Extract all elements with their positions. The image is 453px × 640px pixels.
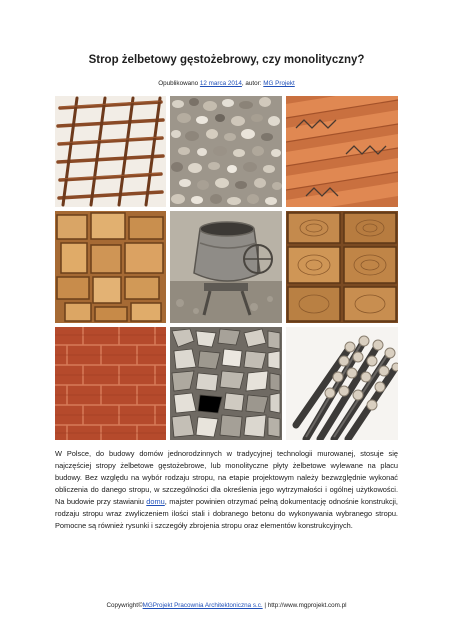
date-link[interactable]: 12 marca 2014 <box>199 80 242 87</box>
footer-prefix: Copywright© <box>106 602 143 609</box>
house-link[interactable]: domu <box>146 497 165 506</box>
article-meta <box>0 80 453 87</box>
body-text-part2: , majster powinien otrzymać pełną dokumentację odnośnie konstrukcji, rodzaju stropu wraz zwyliczeniem ilości stali i dobranego betonu do wykonywania wybranego stropu. Pomocne są również rysunki i szczegóły zbrojenia stropu oraz elementów konstrukcyjnych. <box>55 497 398 530</box>
body-text-part1: W Polsce, do budowy domów jednorodzinnych w tradycyjnej technologii murowanej, stosuje się najczęściej stropy żelbetowe gęstożebrowe, lub monolityczne płyty żelbetowe wylewane na placu budowy. Bez względu na wybór rodzaju stropu, na etapie projektowym należy bezwzględnie wykonać obliczenia do danego stropu, w szczególności dla określenia jego wytrzymałości i ogólnej użytkowości. Na budowie przy stawianiu <box>55 449 398 506</box>
article-body <box>55 448 398 532</box>
gravel-image <box>170 96 282 207</box>
ceramic-blocks-image <box>286 96 398 207</box>
author-link[interactable]: MG Projekt <box>263 80 295 87</box>
article-paragraph <box>55 448 398 532</box>
rebar-mesh-image <box>55 96 166 207</box>
concrete-mixer-image <box>170 211 282 323</box>
brick-wall-image <box>55 327 166 440</box>
crushed-stone-image <box>170 327 282 440</box>
meta-prefix: Opublikowano <box>158 80 200 87</box>
company-link[interactable]: MGProjekt Pracownia Architektoniczna s.c. <box>142 602 263 609</box>
article-title: Strop żelbetowy gęstożebrowy, czy monolityczny? <box>88 54 365 66</box>
wooden-beams-image <box>286 211 398 323</box>
timber-ends-image <box>55 211 166 323</box>
footer-suffix: | http://www.mgprojekt.com.pl <box>262 602 347 609</box>
image-grid <box>55 96 398 440</box>
meta-separator: , autor: <box>241 80 264 87</box>
rebar-bundle-image <box>286 327 398 440</box>
page-footer <box>0 602 453 609</box>
